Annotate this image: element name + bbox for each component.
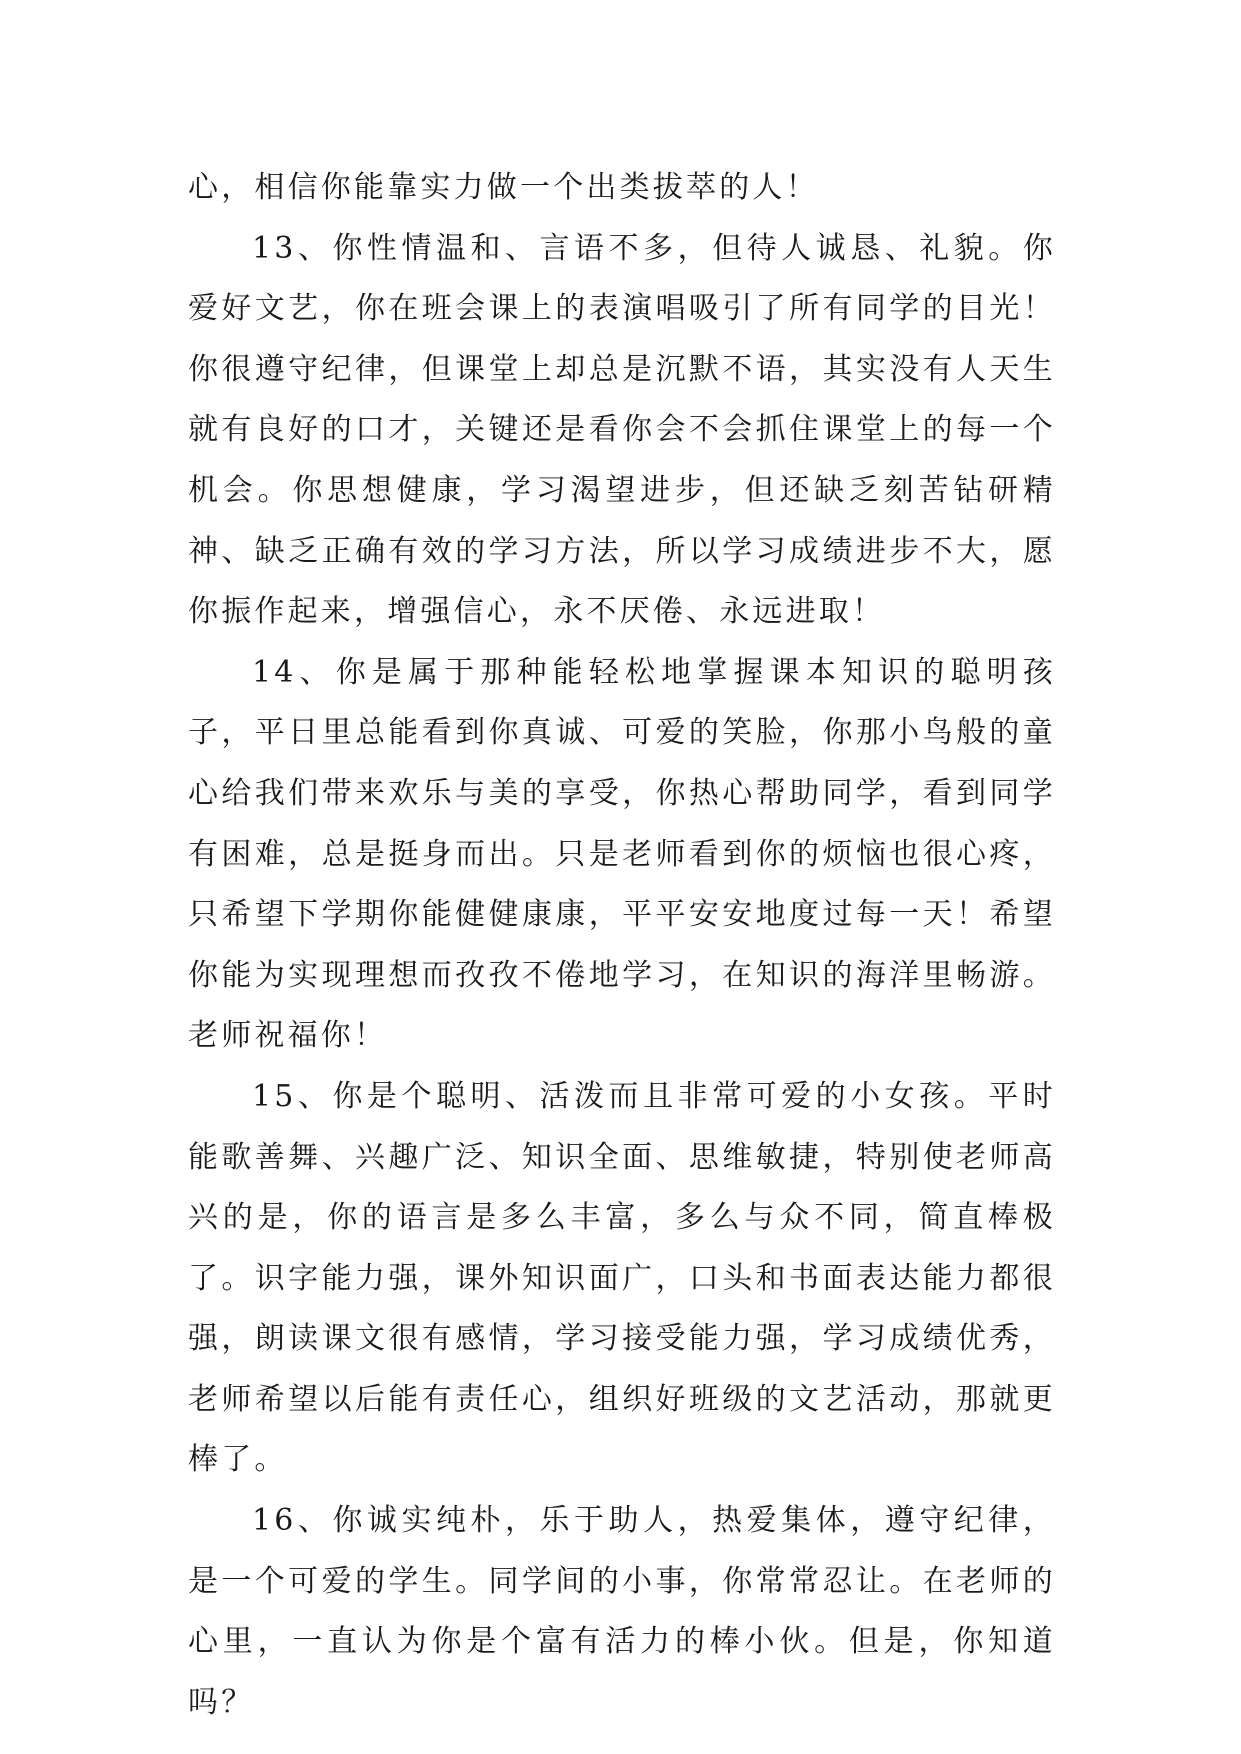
- document-body: [188, 158, 1056, 1733]
- paragraph-comment-13: 13、你性情温和、言语不多，但待人诚恳、礼貌。你爱好文艺，你在班会课上的表演唱吸引了所有同学的目光！你很遵守纪律，但课堂上却总是沉默不语，其实没有人天生就有良好的口才，关键还是看你会不会抓住课堂上的每一个机会。你思想健康，学习渴望进步，但还缺乏刻苦钻研精神、缺乏正确有效的学习方法，所以学习成绩进步不大，愿你振作起来，增强信心，永不厌倦、永远进取！: [188, 230, 1056, 630]
- paragraph-comment-16: 16、你诚实纯朴，乐于助人，热爱集体，遵守纪律，是一个可爱的学生。同学间的小事，你常常忍让。在老师的心里，一直认为你是个富有活力的棒小伙。但是，你知道吗？: [188, 1503, 1056, 1720]
- paragraph-comment-15: 15、你是个聪明、活泼而且非常可爱的小女孩。平时能歌善舞、兴趣广泛、知识全面、思维敏捷，特别使老师高兴的是，你的语言是多么丰富，多么与众不同，简直棒极了。识字能力强，课外知识面广，口头和书面表达能力都很强，朗读课文很有感情，学习接受能力强，学习成绩优秀，老师希望以后能有责任心，组织好班级的文艺活动，那就更棒了。: [188, 1078, 1056, 1478]
- paragraph-comment-14: 14、你是属于那种能轻松地掌握课本知识的聪明孩子，平日里总能看到你真诚、可爱的笑脸，你那小鸟般的童心给我们带来欢乐与美的享受，你热心帮助同学，看到同学有困难，总是挺身而出。只是老师看到你的烦恼也很心疼，只希望下学期你能健健康康，平平安安地度过每一天！希望你能为实现理想而孜孜不倦地学习，在知识的海洋里畅游。老师祝福你！: [188, 654, 1056, 1054]
- paragraph-continuation: 心，相信你能靠实力做一个出类拔萃的人！: [188, 170, 819, 205]
